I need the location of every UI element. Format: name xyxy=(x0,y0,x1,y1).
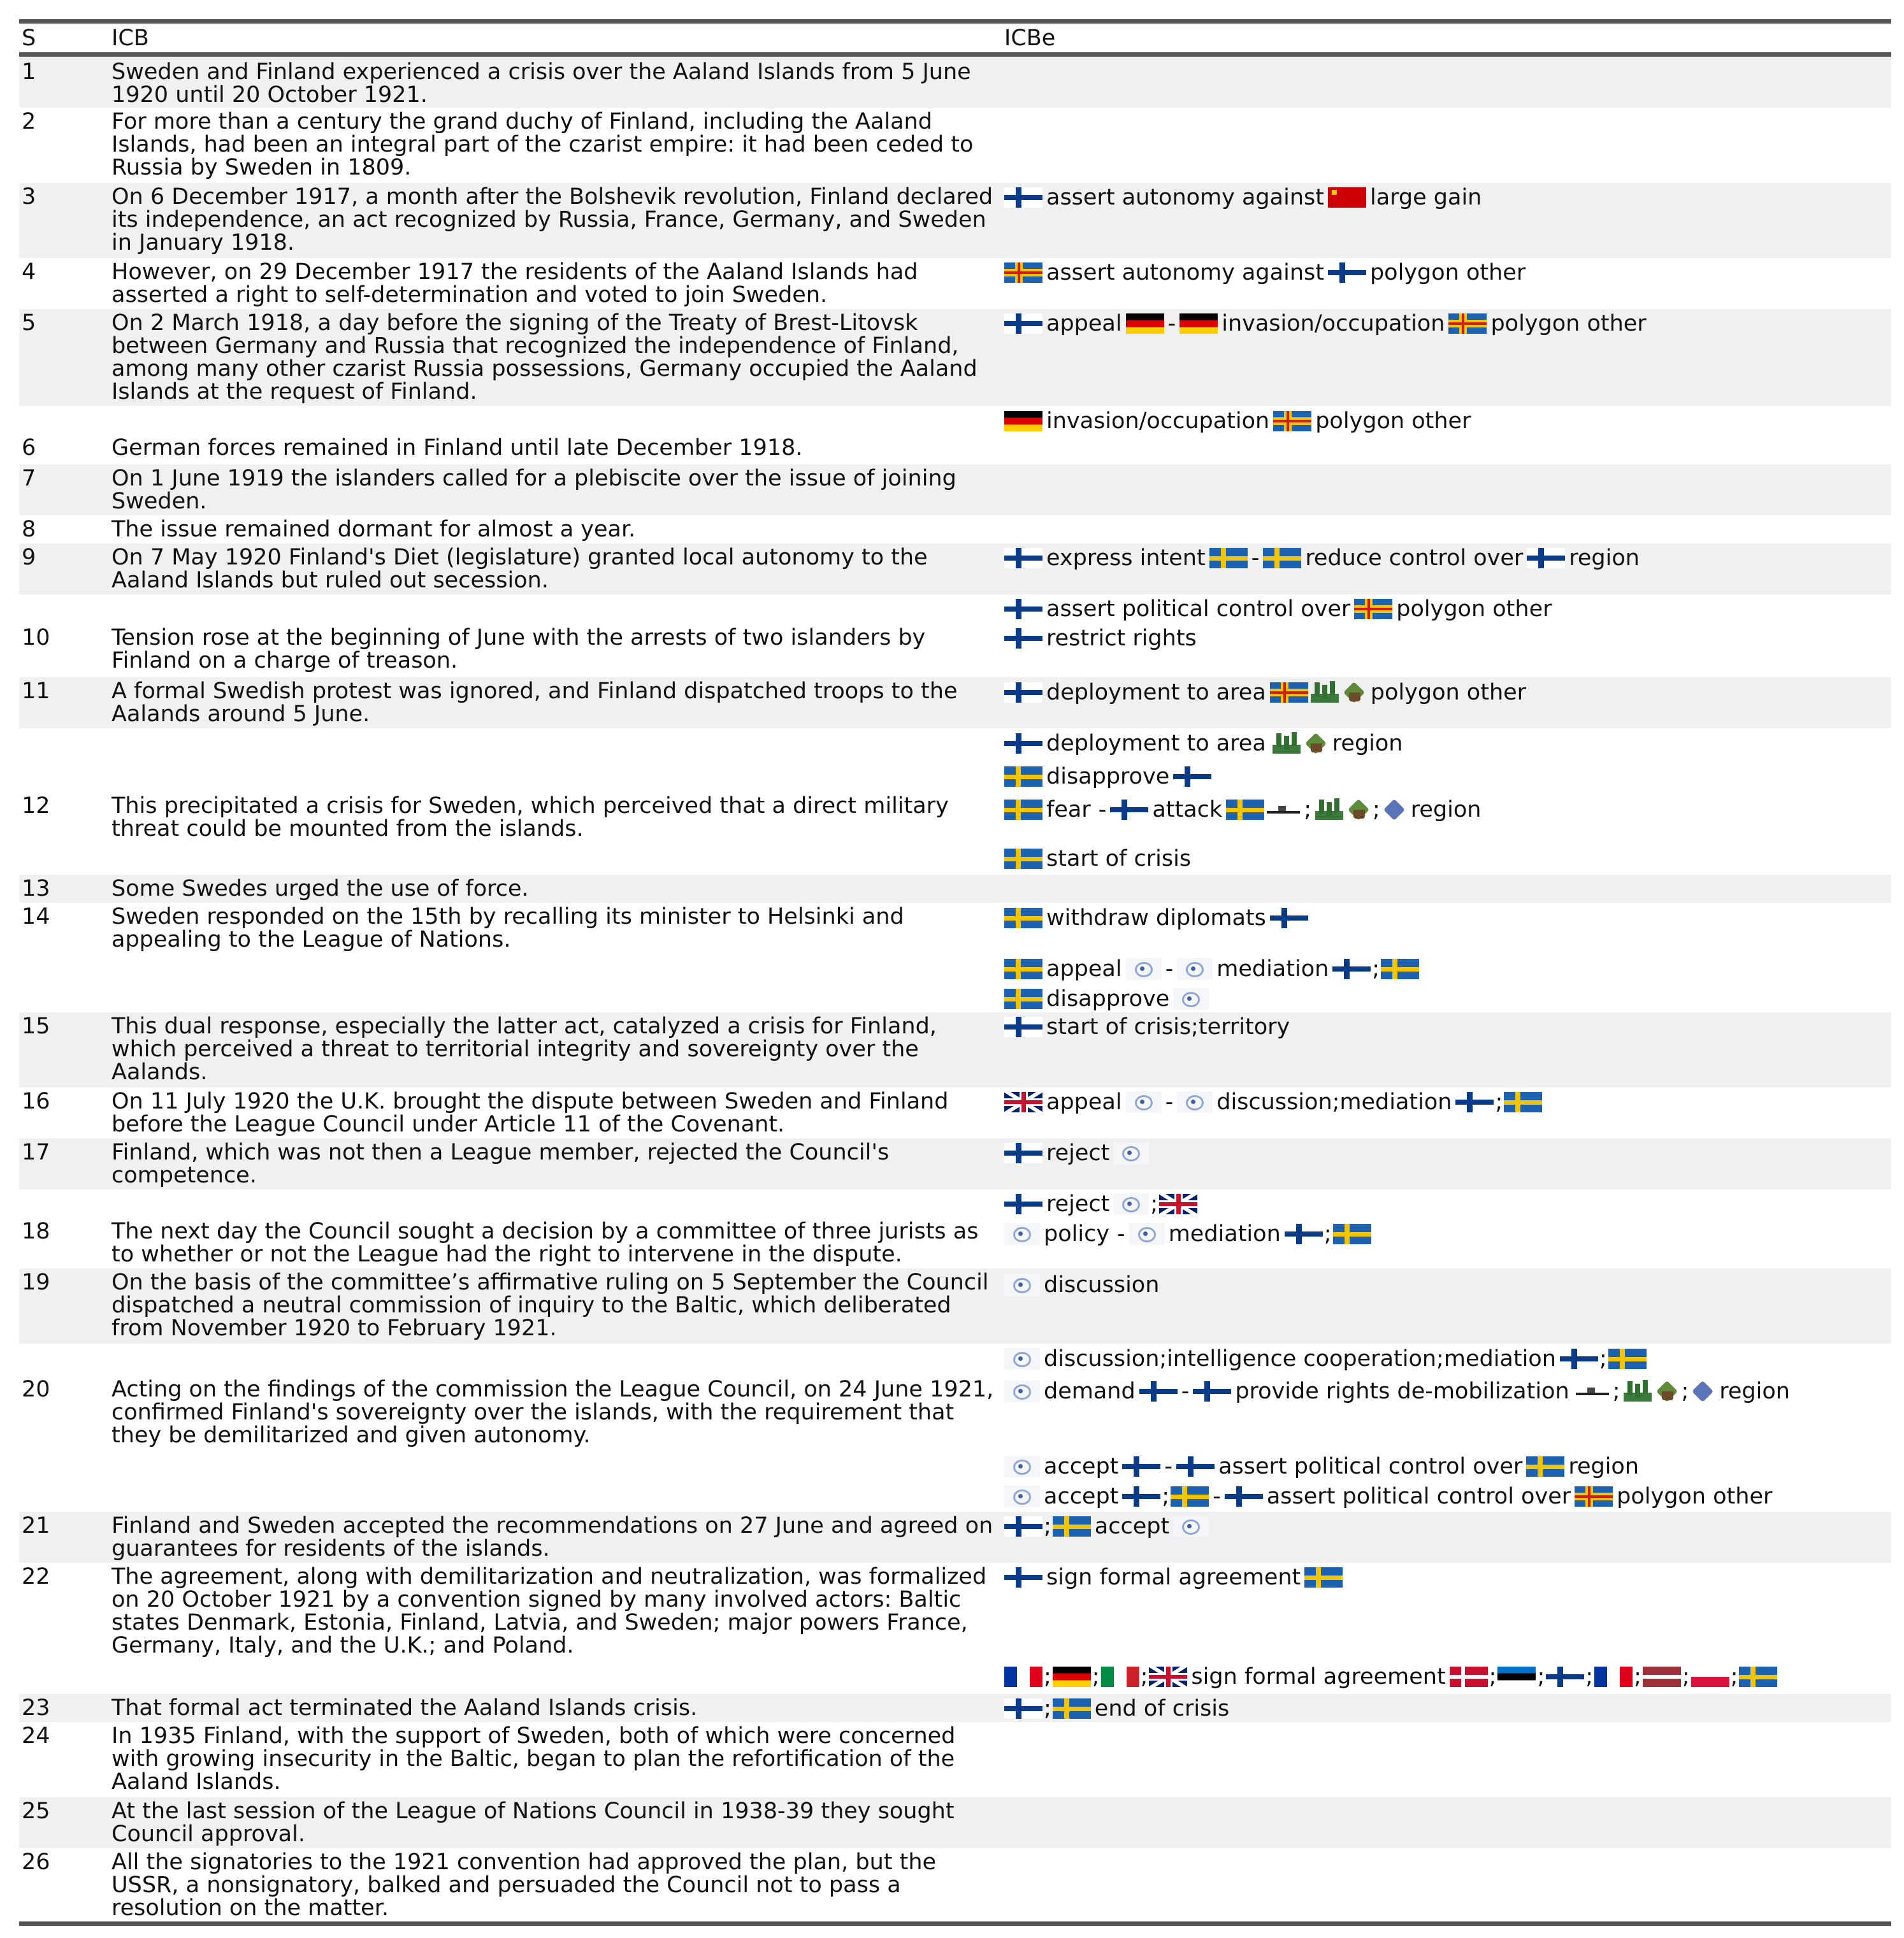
land-territory-icon xyxy=(1303,731,1329,756)
flag-sweden-icon xyxy=(1004,908,1042,928)
event-line: sign formal agreement xyxy=(1004,1565,1343,1590)
flag-finland-icon xyxy=(1560,1349,1598,1369)
table-row: 11 A formal Swedish protest was ignored, and Finland dispatched troops to the Aalands around 5 June. xyxy=(19,677,1891,728)
flag-finland-icon xyxy=(1328,262,1366,283)
league-of-nations-icon xyxy=(1004,1274,1040,1296)
flag-finland-icon xyxy=(1332,959,1371,979)
flag-sweden-icon xyxy=(1004,849,1042,869)
event-line: invasion/occupation polygon other xyxy=(1004,408,1475,434)
event-line: policy - mediation ; xyxy=(1004,1221,1371,1247)
event-line: discussion;intelligence cooperation;mediation ; xyxy=(1004,1346,1647,1372)
flag-finland-icon xyxy=(1004,1194,1042,1214)
event-line: express intent - reduce control over region xyxy=(1004,545,1643,571)
event-line: deployment to area region xyxy=(1004,731,1407,756)
flag-finland-icon xyxy=(1122,1486,1160,1507)
flag-sweden-icon xyxy=(1226,800,1264,820)
flag-sweden-icon xyxy=(1004,989,1042,1009)
table-row: 14 Sweden responded on the 15th by recalling its minister to Helsinki and appealing to the League of Nations. xyxy=(22,904,904,952)
table-row: 23 That formal act terminated the Aaland Islands crisis. xyxy=(19,1694,1891,1722)
table-row: 15 This dual response, especially the latter act, catalyzed a crisis for Finland, which perceived a threat to territorial integrity and sovereignty over the Aalands. xyxy=(19,1012,1891,1087)
event-line: ; ; ; sign formal agreement ; ; ; ; ; ; xyxy=(1004,1664,1777,1690)
flag-finland-icon xyxy=(1004,599,1042,619)
flag-aland-icon xyxy=(1575,1486,1613,1507)
event-line: start of crisis;territory xyxy=(1004,1014,1294,1040)
event-line: reject ; xyxy=(1004,1191,1197,1217)
flag-germany-icon xyxy=(1004,411,1042,431)
land-territory-icon xyxy=(1341,680,1367,705)
land-forces-icon xyxy=(1313,797,1346,822)
flag-finland-icon xyxy=(1527,548,1565,568)
event-line: deployment to area polygon other xyxy=(1004,680,1530,705)
event-line: demand - provide rights de-mobilization ; ; region xyxy=(1004,1379,1794,1404)
table-row: 5 On 2 March 1918, a day before the signing of the Treaty of Brest-Litovsk between Germany and Russia that recognized the independence of Finland, among many other czarist Russia possessions, Germany occupied the Aaland Islands at the request of Finland. xyxy=(19,309,1891,406)
league-of-nations-icon xyxy=(1129,1223,1165,1245)
flag-finland-icon xyxy=(1004,1698,1042,1719)
event-line: fear - attack ; ; region xyxy=(1004,797,1485,822)
header-s: S xyxy=(22,25,36,51)
flag-finland-icon xyxy=(1546,1667,1584,1687)
flag-finland-icon xyxy=(1285,1224,1323,1244)
league-of-nations-icon xyxy=(1004,1348,1040,1370)
table-row: 16 On 11 July 1920 the U.K. brought the dispute between Sweden and Finland before the League Council under Article 11 of the Covenant. xyxy=(22,1089,949,1137)
event-line: assert autonomy against large gain xyxy=(1004,185,1485,210)
land-forces-icon xyxy=(1621,1379,1654,1404)
league-of-nations-icon xyxy=(1004,1223,1040,1245)
table-row: 20 Acting on the findings of the commission the League Council, on 24 June 1921, confirmed Finland's sovereignty over the islands, with the requirement that they be demilitarized and given autonomy. xyxy=(22,1377,994,1448)
flag-finland-icon xyxy=(1004,628,1042,649)
table-bottom-rule xyxy=(19,1921,1891,1926)
league-of-nations-icon xyxy=(1173,988,1209,1010)
land-territory-icon xyxy=(1346,797,1371,822)
flag-finland-icon xyxy=(1193,1381,1231,1402)
league-of-nations-icon xyxy=(1113,1142,1149,1164)
flag-poland-icon xyxy=(1691,1667,1729,1687)
flag-france-icon xyxy=(1004,1667,1042,1687)
event-line: accept ; - assert political control over polygon other xyxy=(1004,1484,1776,1509)
event-line: assert political control over polygon other xyxy=(1004,596,1556,622)
table-row: 9 On 7 May 1920 Finland's Diet (legislature) granted local autonomy to the Aaland Islands but ruled out secession. xyxy=(19,543,1891,594)
flag-latvia-icon xyxy=(1643,1667,1681,1687)
table-row: 26 All the signatories to the 1921 convention had approved the plan, but the USSR, a nonsignatory, balked and persuaded the Council not to pass a resolution on the matter. xyxy=(22,1849,937,1921)
league-of-nations-icon xyxy=(1177,958,1213,980)
event-line: withdraw diplomats xyxy=(1004,905,1308,931)
event-line: restrict rights xyxy=(1004,626,1201,651)
flag-estonia-icon xyxy=(1497,1667,1536,1687)
naval-ship-icon xyxy=(1573,1379,1612,1404)
league-of-nations-icon xyxy=(1004,1486,1040,1507)
table-top-rule xyxy=(19,19,1891,24)
flag-sweden-icon xyxy=(1209,548,1248,568)
flag-finland-icon xyxy=(1004,1516,1042,1537)
flag-sweden-icon xyxy=(1263,548,1301,568)
flag-uk-icon xyxy=(1004,1092,1042,1112)
league-of-nations-icon xyxy=(1126,958,1162,980)
land-forces-icon xyxy=(1308,680,1341,705)
table-row: 18 The next day the Council sought a decision by a committee of three jurists as to whether or not the League had the right to intervene in the dispute. xyxy=(22,1219,979,1267)
header-icbe: ICBe xyxy=(1004,25,1056,51)
event-line: appeal - mediation ; xyxy=(1004,956,1419,982)
event-line: ; accept xyxy=(1004,1514,1209,1539)
flag-finland-icon xyxy=(1004,313,1042,334)
league-of-nations-icon xyxy=(1177,1091,1213,1113)
land-forces-icon xyxy=(1270,731,1303,756)
naval-ship-icon xyxy=(1264,797,1302,822)
table-row: 25 At the last session of the League of Nations Council in 1938-39 they sought Council approval. xyxy=(19,1797,1891,1848)
flag-finland-icon xyxy=(1139,1381,1178,1402)
flag-finland-icon xyxy=(1004,1567,1042,1588)
table-row: 2 For more than a century the grand duchy of Finland, including the Aaland Islands, had been an integral part of the czarist empire: it had been ceded to Russia by Sweden in 1809. xyxy=(22,109,974,180)
flag-sweden-icon xyxy=(1053,1516,1091,1537)
flag-sweden-icon xyxy=(1504,1092,1542,1112)
flag-finland-icon xyxy=(1110,800,1148,820)
flag-finland-icon xyxy=(1455,1092,1494,1112)
flag-sweden-icon xyxy=(1004,766,1042,787)
flag-finland-icon xyxy=(1270,908,1308,928)
flag-italy-icon xyxy=(1101,1667,1139,1687)
flag-germany-icon xyxy=(1179,313,1218,334)
sea-territory-icon xyxy=(1381,797,1407,822)
table-row: 3 On 6 December 1917, a month after the Bolshevik revolution, Finland declared its independence, an act recognized by Russia, France, Germany, and Sweden in January 1918. xyxy=(19,183,1891,258)
flag-finland-icon xyxy=(1122,1456,1160,1477)
flag-sweden-icon xyxy=(1004,959,1042,979)
league-of-nations-icon xyxy=(1173,1516,1209,1537)
flag-finland-icon xyxy=(1173,766,1211,787)
event-line: ; end of crisis xyxy=(1004,1696,1233,1721)
event-line: disapprove xyxy=(1004,764,1211,789)
table-row: 6 German forces remained in Finland until late December 1918. xyxy=(22,435,803,461)
flag-germany-icon xyxy=(1126,313,1164,334)
flag-finland-icon xyxy=(1225,1486,1263,1507)
flag-uk-icon xyxy=(1159,1194,1197,1214)
flag-germany-icon xyxy=(1053,1667,1091,1687)
flag-sweden-icon xyxy=(1053,1698,1091,1719)
event-line: disapprove xyxy=(1004,986,1209,1012)
flag-sweden-icon xyxy=(1526,1456,1564,1477)
flag-sweden-icon xyxy=(1304,1567,1343,1588)
table-row: 7 On 1 June 1919 the islanders called for a plebiscite over the issue of joining Sweden. xyxy=(19,464,1891,515)
flag-aland-icon xyxy=(1354,599,1392,619)
league-of-nations-icon xyxy=(1004,1456,1040,1477)
table-row: 12 This precipitated a crisis for Sweden, which perceived that a direct military threat could be mounted from the islands. xyxy=(22,793,949,842)
flag-finland-icon xyxy=(1004,733,1042,754)
table-row: 21 Finland and Sweden accepted the recommendations on 27 June and agreed on guarantees for residents of the islands. xyxy=(19,1512,1891,1563)
table-row: 1 Sweden and Finland experienced a crisis over the Aaland Islands from 5 June 1920 until 20 October 1921. xyxy=(19,57,1891,108)
table-row: 8 The issue remained dormant for almost a year. xyxy=(22,517,636,542)
header-icb: ICB xyxy=(112,25,149,51)
flag-denmark-icon xyxy=(1450,1667,1488,1687)
flag-sweden-icon xyxy=(1381,959,1419,979)
league-of-nations-icon xyxy=(1113,1193,1149,1215)
table-row: 4 However, on 29 December 1917 the residents of the Aaland Islands had asserted a right to self-determination and voted to join Sweden. xyxy=(22,259,918,308)
flag-aland-icon xyxy=(1004,262,1042,283)
event-line: appeal - discussion;mediation ; xyxy=(1004,1089,1542,1115)
league-of-nations-icon xyxy=(1004,1381,1040,1402)
flag-sweden-icon xyxy=(1004,800,1042,820)
flag-finland-icon xyxy=(1176,1456,1215,1477)
flag-finland-icon xyxy=(1004,1017,1042,1037)
flag-aland-icon xyxy=(1270,682,1308,703)
table-row: 13 Some Swedes urged the use of force. xyxy=(19,875,1891,903)
flag-aland-icon xyxy=(1273,411,1311,431)
land-territory-icon xyxy=(1654,1379,1680,1404)
flag-ussr-icon xyxy=(1328,187,1366,208)
table-row: 22 The agreement, along with demilitarization and neutralization, was formalized on 20 October 1921 by a convention signed by many involved actors: Baltic states Denmark, Estonia, Finland, Latvia, and Sweden; major powers France, Germany, Italy, and the U.K.; and Poland. xyxy=(22,1564,987,1658)
table-row: 10 Tension rose at the beginning of June with the arrests of two islanders by Finland on a charge of treason. xyxy=(22,625,926,673)
table-row: 24 In 1935 Finland, with the support of Sweden, both of which were concerned with growing insecurity in the Baltic, began to plan the refortification of the Aaland Islands. xyxy=(22,1723,956,1795)
league-of-nations-icon xyxy=(1126,1091,1162,1113)
flag-finland-icon xyxy=(1004,187,1042,208)
table-header-rule xyxy=(19,52,1891,57)
event-line: assert autonomy against polygon other xyxy=(1004,260,1529,285)
event-line: reject xyxy=(1004,1140,1149,1166)
flag-finland-icon xyxy=(1004,1143,1042,1163)
flag-sweden-icon xyxy=(1608,1349,1647,1369)
flag-uk-icon xyxy=(1149,1667,1187,1687)
table-row: 17 Finland, which was not then a League member, rejected the Council's competence. xyxy=(19,1138,1891,1189)
flag-finland-icon xyxy=(1004,548,1042,568)
flag-france-icon xyxy=(1594,1667,1633,1687)
flag-sweden-icon xyxy=(1171,1486,1209,1507)
event-line: start of crisis xyxy=(1004,846,1195,872)
event-line: discussion xyxy=(1004,1272,1163,1298)
event-line: appeal - invasion/occupation polygon other xyxy=(1004,311,1650,336)
flag-sweden-icon xyxy=(1333,1224,1371,1244)
event-line: accept - assert political control over region xyxy=(1004,1454,1643,1479)
flag-finland-icon xyxy=(1004,682,1042,703)
flag-aland-icon xyxy=(1448,313,1487,334)
flag-sweden-icon xyxy=(1739,1667,1777,1687)
sea-territory-icon xyxy=(1690,1379,1715,1404)
table-row: 19 On the basis of the committee’s affirmative ruling on 5 September the Council dispatched a neutral commission of inquiry to the Baltic, which deliberated from November 1920 to February 1921. xyxy=(19,1268,1891,1344)
